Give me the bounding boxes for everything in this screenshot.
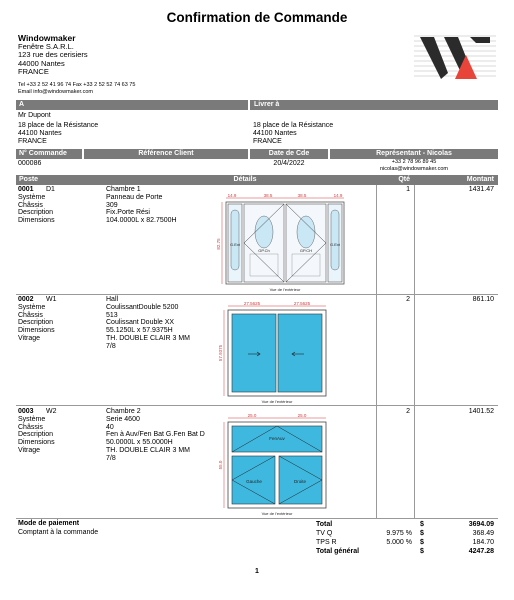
company-name: Windowmaker	[18, 33, 76, 43]
item-room: Chambre 2	[106, 408, 141, 415]
item-field-label: Système	[18, 303, 46, 311]
page-number: 1	[255, 568, 259, 575]
item-field-label: Description	[18, 319, 54, 327]
ship-address	[253, 122, 333, 146]
item-number: 0002	[18, 296, 34, 303]
item-qty: 1	[406, 186, 410, 193]
item-field-value: Panneau de Porte	[106, 193, 163, 201]
item-drawing-slider	[214, 300, 334, 404]
item-drawing-window	[214, 412, 334, 516]
page-title: Confirmation de Commande	[166, 10, 348, 25]
item-code: W1	[46, 296, 57, 303]
item-field-value: 309	[106, 201, 118, 209]
item-field-value: Coulissant Double XX	[106, 319, 175, 327]
drawing-caption: Vue de l'extérieur	[269, 287, 301, 292]
company-contact	[18, 82, 135, 96]
rep-phone: +33 2 78 96 89 45	[391, 159, 437, 165]
drawing-caption: Vue de l'extérieur	[261, 399, 293, 404]
dim-label: 25.0	[247, 413, 257, 418]
company-line: 44000 Nantes	[18, 58, 65, 68]
total-row	[316, 529, 498, 538]
payment-label: Mode de paiement	[18, 520, 80, 527]
dim-label: 38.5	[297, 193, 307, 198]
row-divider	[16, 405, 498, 406]
item-field-value: Serie 4600	[106, 415, 140, 423]
item-room: Hall	[106, 296, 119, 303]
total-amount: 3694.09	[468, 521, 494, 528]
item-number: 0001	[18, 186, 34, 193]
item-number: 0003	[18, 408, 34, 415]
item-field-value: 55.1250L x 57.9375H	[106, 327, 173, 335]
ship-to-header: Livrer à	[250, 100, 498, 110]
item-amount: 861.10	[472, 296, 494, 303]
panel-label: Droite	[293, 479, 307, 484]
panel-label: FenAuv	[269, 436, 285, 441]
total-rate: 9.975 %	[386, 530, 412, 537]
dim-label: 38.5	[263, 193, 273, 198]
col-amount: Montant	[466, 176, 494, 183]
total-rate	[368, 520, 412, 529]
panel-label: G.Ext	[229, 242, 241, 247]
item-field-label: Vitrage	[18, 446, 41, 454]
company-phone: Tel +33 2 52 41 96 74 Fax +33 2 52 52 74 63 75	[18, 82, 136, 88]
col-details: Détails	[233, 176, 257, 183]
item-field-value: 40	[106, 423, 114, 431]
order-date: 20/4/2022	[273, 160, 305, 167]
item-field-label: Système	[18, 193, 46, 201]
company-logo	[414, 33, 496, 81]
total-amount: 368.49	[472, 530, 494, 537]
currency-symbol: $	[420, 539, 424, 546]
ship-address-line: FRANCE	[253, 138, 282, 145]
item-amount: 1401.52	[468, 408, 494, 415]
customer-name: Mr Dupont	[18, 112, 51, 119]
bill-address-line: 44100 Nantes	[18, 130, 62, 137]
order-number-header: N° Commande	[16, 149, 82, 159]
ship-address-line: 18 place de la Résistance	[253, 122, 334, 129]
item-field-label: Dimensions	[18, 327, 55, 335]
total-row	[316, 538, 498, 547]
item-drawing-door	[210, 192, 360, 292]
rep-contact	[330, 159, 498, 172]
currency-symbol: $	[420, 548, 424, 555]
item-field-value: Fen à Auv/Fen Bat G.Fen Bat D	[106, 431, 205, 439]
item-field-label: Dimensions	[18, 439, 55, 447]
item-code: W2	[46, 408, 57, 415]
col-poste: Poste	[19, 176, 39, 183]
item-qty: 2	[406, 408, 410, 415]
rep-email: nicolas@windowmaker.com	[380, 165, 448, 172]
total-row	[316, 547, 498, 556]
item-field-value: TH. DOUBLE CLAIR 3 MM 7/8	[106, 446, 191, 462]
total-row	[316, 520, 498, 529]
item-field-value: 513	[106, 311, 118, 319]
item-field-value: 104.0000L x 82.7500H	[106, 217, 177, 225]
row-divider	[16, 294, 498, 295]
item-amount: 1431.47	[468, 186, 494, 193]
item-code: D1	[46, 186, 55, 193]
item-field-value: TH. DOUBLE CLAIR 3 MM 7/8	[106, 334, 191, 350]
order-number: 000086	[18, 160, 42, 167]
company-line: FRANCE	[18, 67, 49, 76]
client-ref-header: Référence Client	[84, 149, 248, 159]
total-amount: 184.70	[472, 539, 494, 546]
bill-address-line: 18 place de la Résistance	[18, 122, 99, 129]
item-row	[18, 408, 206, 463]
item-field-value: CoulissantDouble 5200	[106, 303, 179, 311]
item-row	[18, 296, 198, 351]
company-line: 123 rue des cerisiers	[18, 50, 88, 59]
ship-address-line: 44100 Nantes	[253, 130, 297, 137]
totals-block	[316, 520, 498, 556]
panel-label: GP.CH	[299, 248, 313, 253]
panel-label: Gauche	[246, 479, 262, 484]
total-amount: 4247.28	[468, 548, 494, 555]
amount-divider	[414, 185, 415, 518]
item-field-label: Système	[18, 415, 46, 423]
total-label: TPS R	[316, 539, 337, 546]
dim-label: 55.0	[218, 460, 223, 470]
dim-label: 25.0	[297, 413, 307, 418]
drawing-caption: Vue de l'extérieur	[261, 511, 293, 516]
item-field-label: Description	[18, 431, 54, 439]
bill-address	[18, 122, 98, 146]
dim-label: 82.75	[216, 238, 221, 250]
total-label: TV Q	[316, 530, 333, 537]
total-label: Total général	[316, 548, 360, 555]
item-row	[18, 186, 177, 225]
company-block	[18, 34, 88, 77]
company-line: Fenêtre S.A.R.L.	[18, 41, 74, 51]
dim-label: 57.9375	[218, 344, 223, 362]
item-field-label: Dimensions	[18, 217, 55, 225]
currency-symbol: $	[420, 521, 424, 528]
panel-label: G.Ext	[329, 242, 341, 247]
table-bottom	[16, 518, 498, 519]
representative-header: Représentant - Nicolas	[330, 149, 498, 159]
panel-label: GP.Ch	[258, 248, 270, 253]
order-date-header: Date de Cde	[250, 149, 328, 159]
item-field-label: Châssis	[18, 201, 43, 209]
company-email: Email info@windowmaker.com	[18, 89, 93, 95]
bill-address-line: FRANCE	[18, 138, 47, 145]
item-field-label: Description	[18, 209, 54, 217]
total-rate: 5.000 %	[386, 539, 412, 546]
total-label: Total	[316, 521, 333, 528]
item-field-label: Châssis	[18, 423, 43, 431]
item-field-value: 50.0000L x 55.0000H	[106, 439, 173, 447]
item-field-value: Fix.Porte Rési	[106, 209, 150, 217]
total-rate	[368, 547, 412, 556]
currency-symbol: $	[420, 530, 424, 537]
dim-label: 14.9	[333, 193, 343, 198]
dim-label: 27.5625	[293, 301, 311, 306]
col-qty: Qté	[398, 176, 410, 183]
item-field-label: Vitrage	[18, 334, 41, 342]
qty-divider	[376, 185, 377, 518]
item-room: Chambre 1	[106, 186, 141, 193]
bill-to-header: A	[16, 100, 248, 110]
dim-label: 27.5625	[243, 301, 261, 306]
item-qty: 2	[406, 296, 410, 303]
dim-label: 14.9	[227, 193, 237, 198]
item-field-label: Châssis	[18, 311, 43, 319]
payment-method: Comptant à la commande	[18, 529, 99, 536]
